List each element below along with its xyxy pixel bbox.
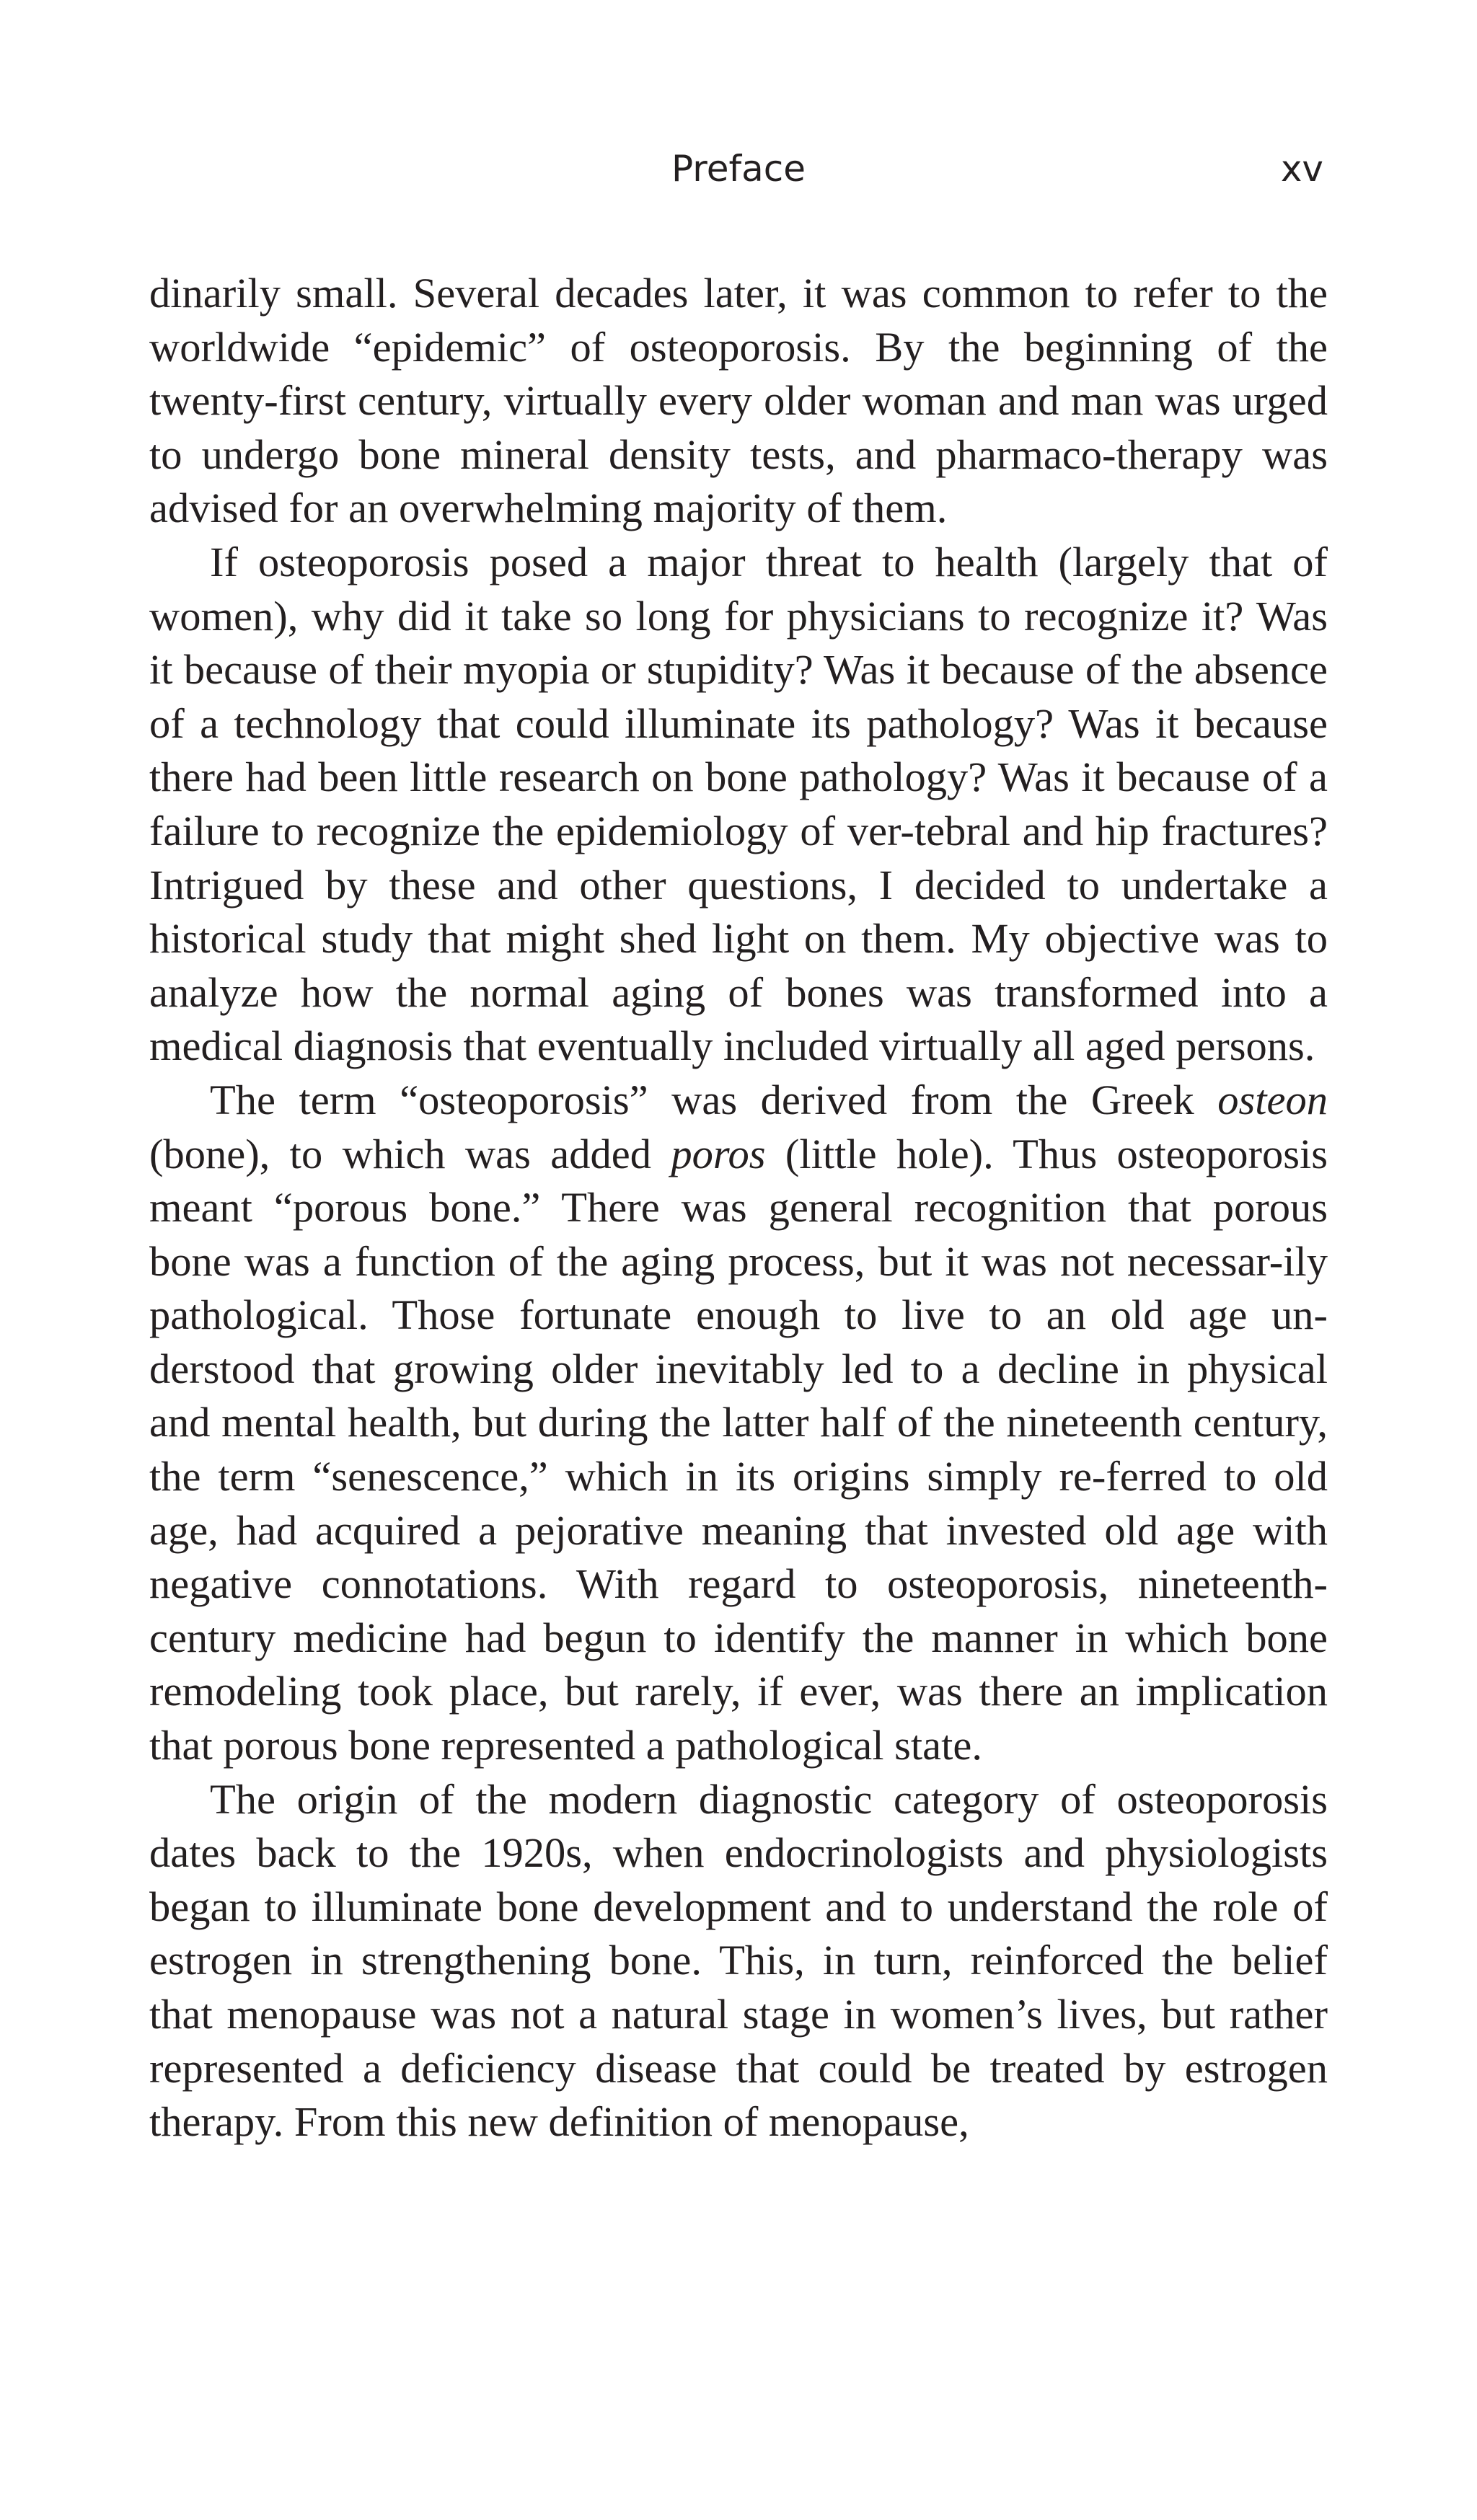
paragraph-text: (little hole). Thus osteoporosis meant “porous bone.” There was general recognition that porous bone was a function of the aging process, but it was not necessar-ily pathological. Those fortunate enough to live to an old age un-derstood that growing older inevitably led to a decline in physical and mental health, but during the latter half of the nineteenth century, the term “senescence,” which in its origins simply re-ferred to old age, had acquired a pejorative meaning that invested old age with negative connotations. With regard to osteoporosis, nineteenth-century medicine had begun to identify the manner in which bone remodeling took place, but rarely, if ever, was there an implication that porous bone represented a pathological state. [149, 1130, 1328, 1769]
page-number: xv [1280, 148, 1323, 190]
paragraph [149, 1074, 1328, 1773]
paragraph-text: The origin of the modern diagnostic category of osteoporosis dates back to the 1920s, when endocrinologists and physiologists began to illuminate bone development and to understand the role of estrogen in strengthening bone. This, in turn, reinforced the belief that menopause was not a natural stage in women’s lives, but rather represented a deficiency disease that could be treated by estrogen therapy. From this new definition of menopause, [149, 1775, 1328, 2146]
paragraph [149, 536, 1328, 1074]
italic-term: poros [671, 1130, 766, 1177]
body-text [149, 267, 1328, 2149]
paragraph-text: dinarily small. Several decades later, it was common to refer to the worldwide “epidemic” of osteoporosis. By the beginning of the twenty-first century, virtually every older woman and man was urged to undergo bone mineral density tests, and pharmaco-therapy was advised for an overwhelming majority of them. [149, 270, 1328, 532]
italic-term: osteon [1217, 1076, 1328, 1123]
running-head-title: Preface [671, 148, 806, 190]
paragraph-text: (bone), to which was added [149, 1130, 671, 1177]
paragraph [149, 267, 1328, 536]
running-head [149, 143, 1328, 195]
paragraph-text: The term “osteoporosis” was derived from the Greek [210, 1076, 1218, 1123]
paragraph [149, 1773, 1328, 2149]
paragraph-text: If osteoporosis posed a major threat to health (largely that of women), why did it take so long for physicians to recognize it? Was it because of their myopia or stupidity? Was it because of the absence of a technology that could illuminate its pathology? Was it because there had been little research on bone pathology? Was it because of a failure to recognize the epidemiology of ver-tebral and hip fractures? Intrigued by these and other questions, I decided to undertake a historical study that might shed light on them. My objective was to analyze how the normal aging of bones was transformed into a medical diagnosis that eventually included virtually all aged persons. [149, 538, 1328, 1070]
